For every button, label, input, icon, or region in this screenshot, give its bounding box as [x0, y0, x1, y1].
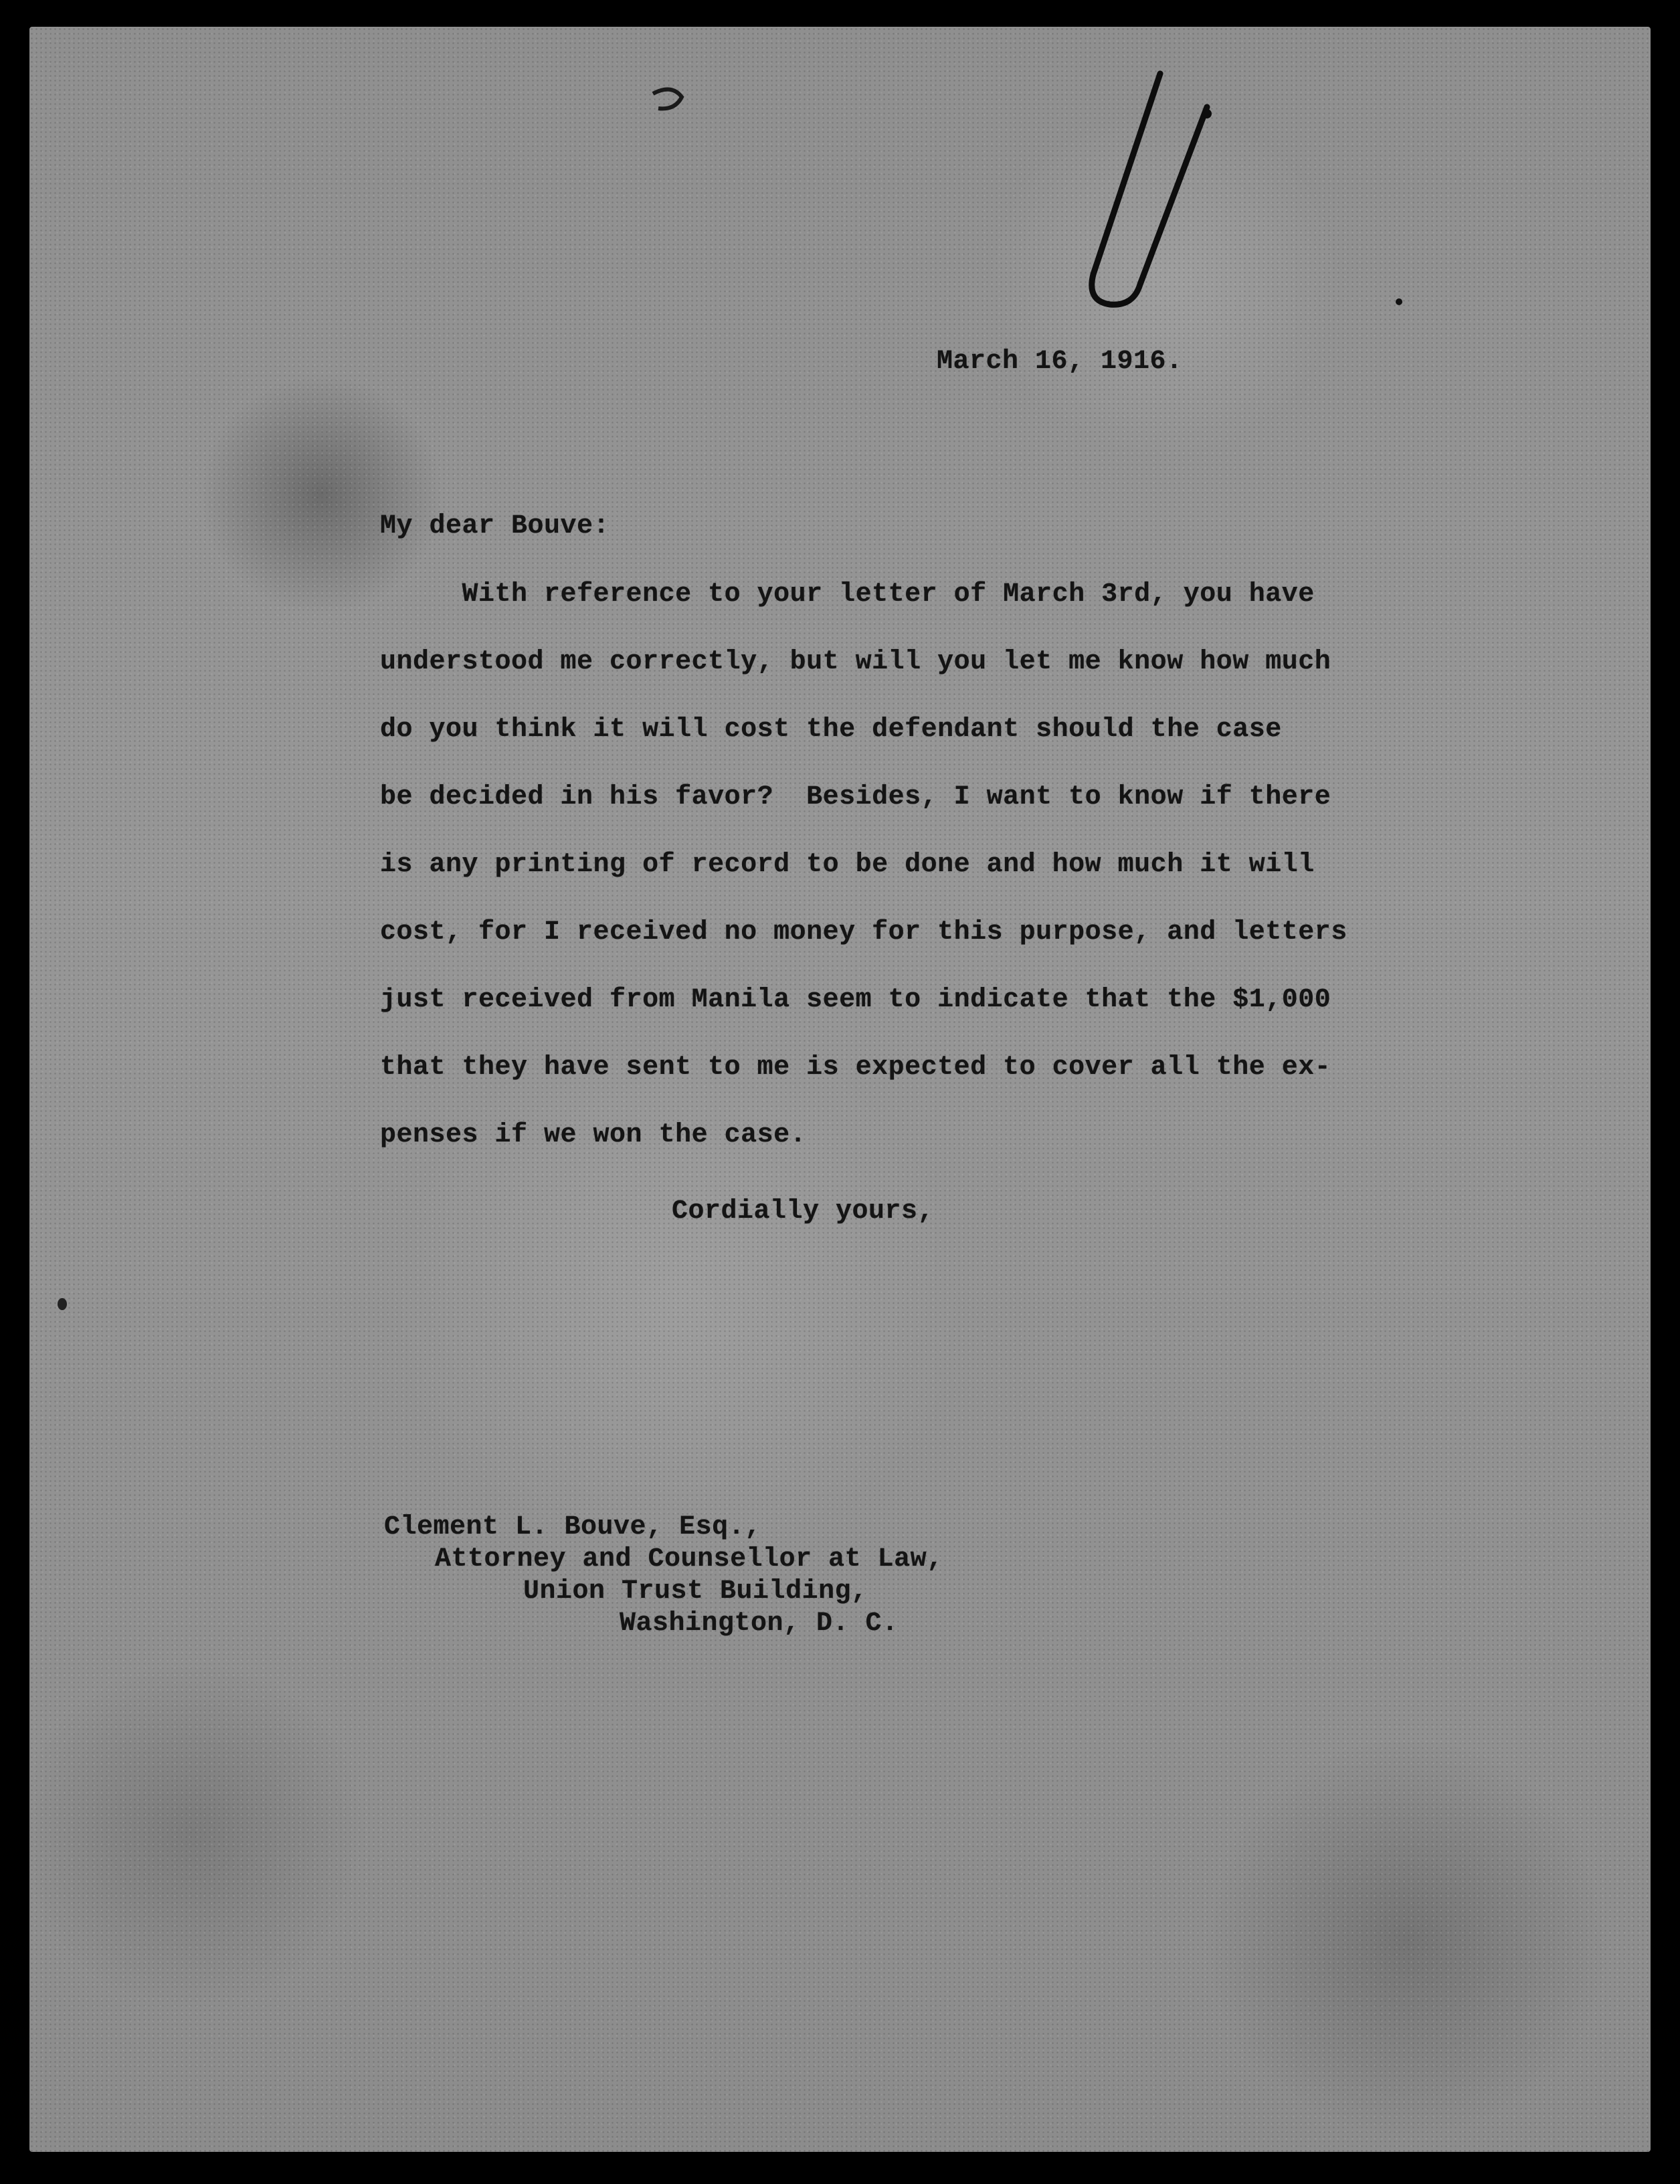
body-line: cost, for I received no money for this purpose, and letters	[380, 917, 1347, 947]
ink-dot	[1396, 298, 1402, 305]
paper-clip-mark	[1053, 54, 1227, 321]
body-line: is any printing of record to be done and how much it will	[380, 850, 1315, 880]
body-line: that they have sent to me is expected to cover all the ex-	[380, 1053, 1331, 1083]
salutation: My dear Bouve:	[380, 511, 610, 541]
closing: Cordially yours,	[672, 1196, 935, 1226]
address-line: Clement L. Bouve, Esq.,	[384, 1512, 761, 1542]
address-line: Washington, D. C.	[620, 1609, 899, 1639]
ink-mark	[645, 80, 698, 120]
letter-page	[29, 27, 1651, 2152]
paper-texture	[29, 27, 1651, 2152]
ink-dot	[58, 1298, 67, 1310]
body-line: penses if we won the case.	[380, 1120, 807, 1150]
letter-date: March 16, 1916.	[937, 347, 1183, 377]
body-line: be decided in his favor? Besides, I want to know if there	[380, 782, 1331, 812]
body-line: do you think it will cost the defendant should the case	[380, 715, 1282, 745]
body-line: With reference to your letter of March 3rd, you have	[380, 579, 1315, 610]
body-line: understood me correctly, but will you let me know how much	[380, 647, 1331, 677]
body-line: just received from Manila seem to indicate that the $1,000	[380, 985, 1331, 1015]
address-line: Attorney and Counsellor at Law,	[435, 1544, 943, 1574]
address-line: Union Trust Building,	[523, 1576, 868, 1607]
